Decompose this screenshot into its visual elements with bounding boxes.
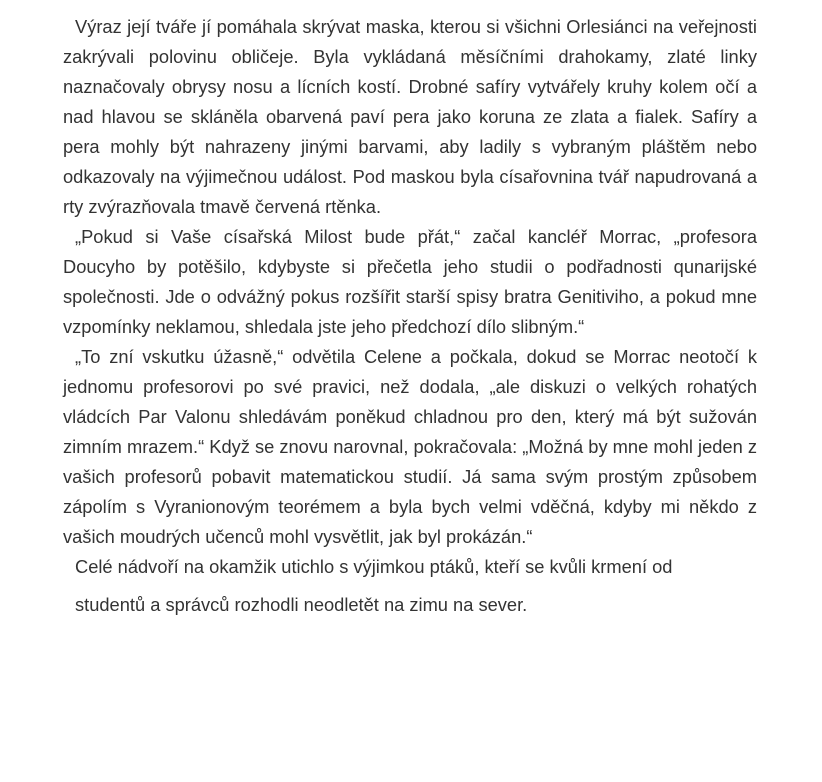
paragraph-courtyard-silence xyxy=(63,552,757,620)
paragraph-courtyard-silence-tail: studentů a správců rozhodli neodletět na zimu na sever. xyxy=(75,594,528,615)
paragraph-mask-description: Výraz její tváře jí pomáhala skrývat maska, kterou si všichni Orlesiánci na veřejnosti zakrývali polovinu obličeje. Byla vykládaná měsíčními drahokamy, zlaté linky naznačovaly obrysy nosu a lícních kostí. Drobné safíry vytvářely kruhy kolem očí a nad hlavou se skláněla obarvená paví pera jako koruna ze zlata a fialek. Safíry a pera mohly být nahrazeny jinými barvami, aby ladily s vybraným pláštěm nebo odkazovaly na výjimečnou událost. Pod maskou byla císařovnina tvář napudrovaná a rty zvýrazňovala tmavě červená rtěnka. xyxy=(63,16,757,217)
document-body xyxy=(63,12,757,620)
paragraph-courtyard-silence-head: Celé nádvoří na okamžik utichlo s výjimkou ptáků, kteří se kvůli krmení od xyxy=(75,556,673,577)
paragraph-celene-reply: „To zní vskutku úžasně,“ odvětila Celene a počkala, dokud se Morrac neotočí k jednomu profesorovi po své pravici, než dodala, „ale diskuzi o velkých rohatých vládcích Par Valonu shledávám poněkud chladnou pro den, který má být sužován zimním mrazem.“ Když se znovu narovnal, pokračovala: „Možná by mne mohl jeden z vašich profesorů pobavit matematickou studií. Já sama svým prostým způsobem zápolím s Vyranionovým teorémem a byla bych velmi vděčná, kdyby mi někdo z vašich moudrých učenců mohl vysvětlit, jak byl prokázán.“ xyxy=(63,346,757,547)
paragraph-chancellor-morrac: „Pokud si Vaše císařská Milost bude přát,“ začal kancléř Morrac, „profesora Doucyho by potěšilo, kdybyste si přečetla jeho studii o podřadnosti qunarijské společnosti. Jde o odvážný pokus rozšířit starší spisy bratra Genitiviho, a pokud mne vzpomínky neklamou, shledala jste jeho předchozí dílo slibným.“ xyxy=(63,226,757,337)
